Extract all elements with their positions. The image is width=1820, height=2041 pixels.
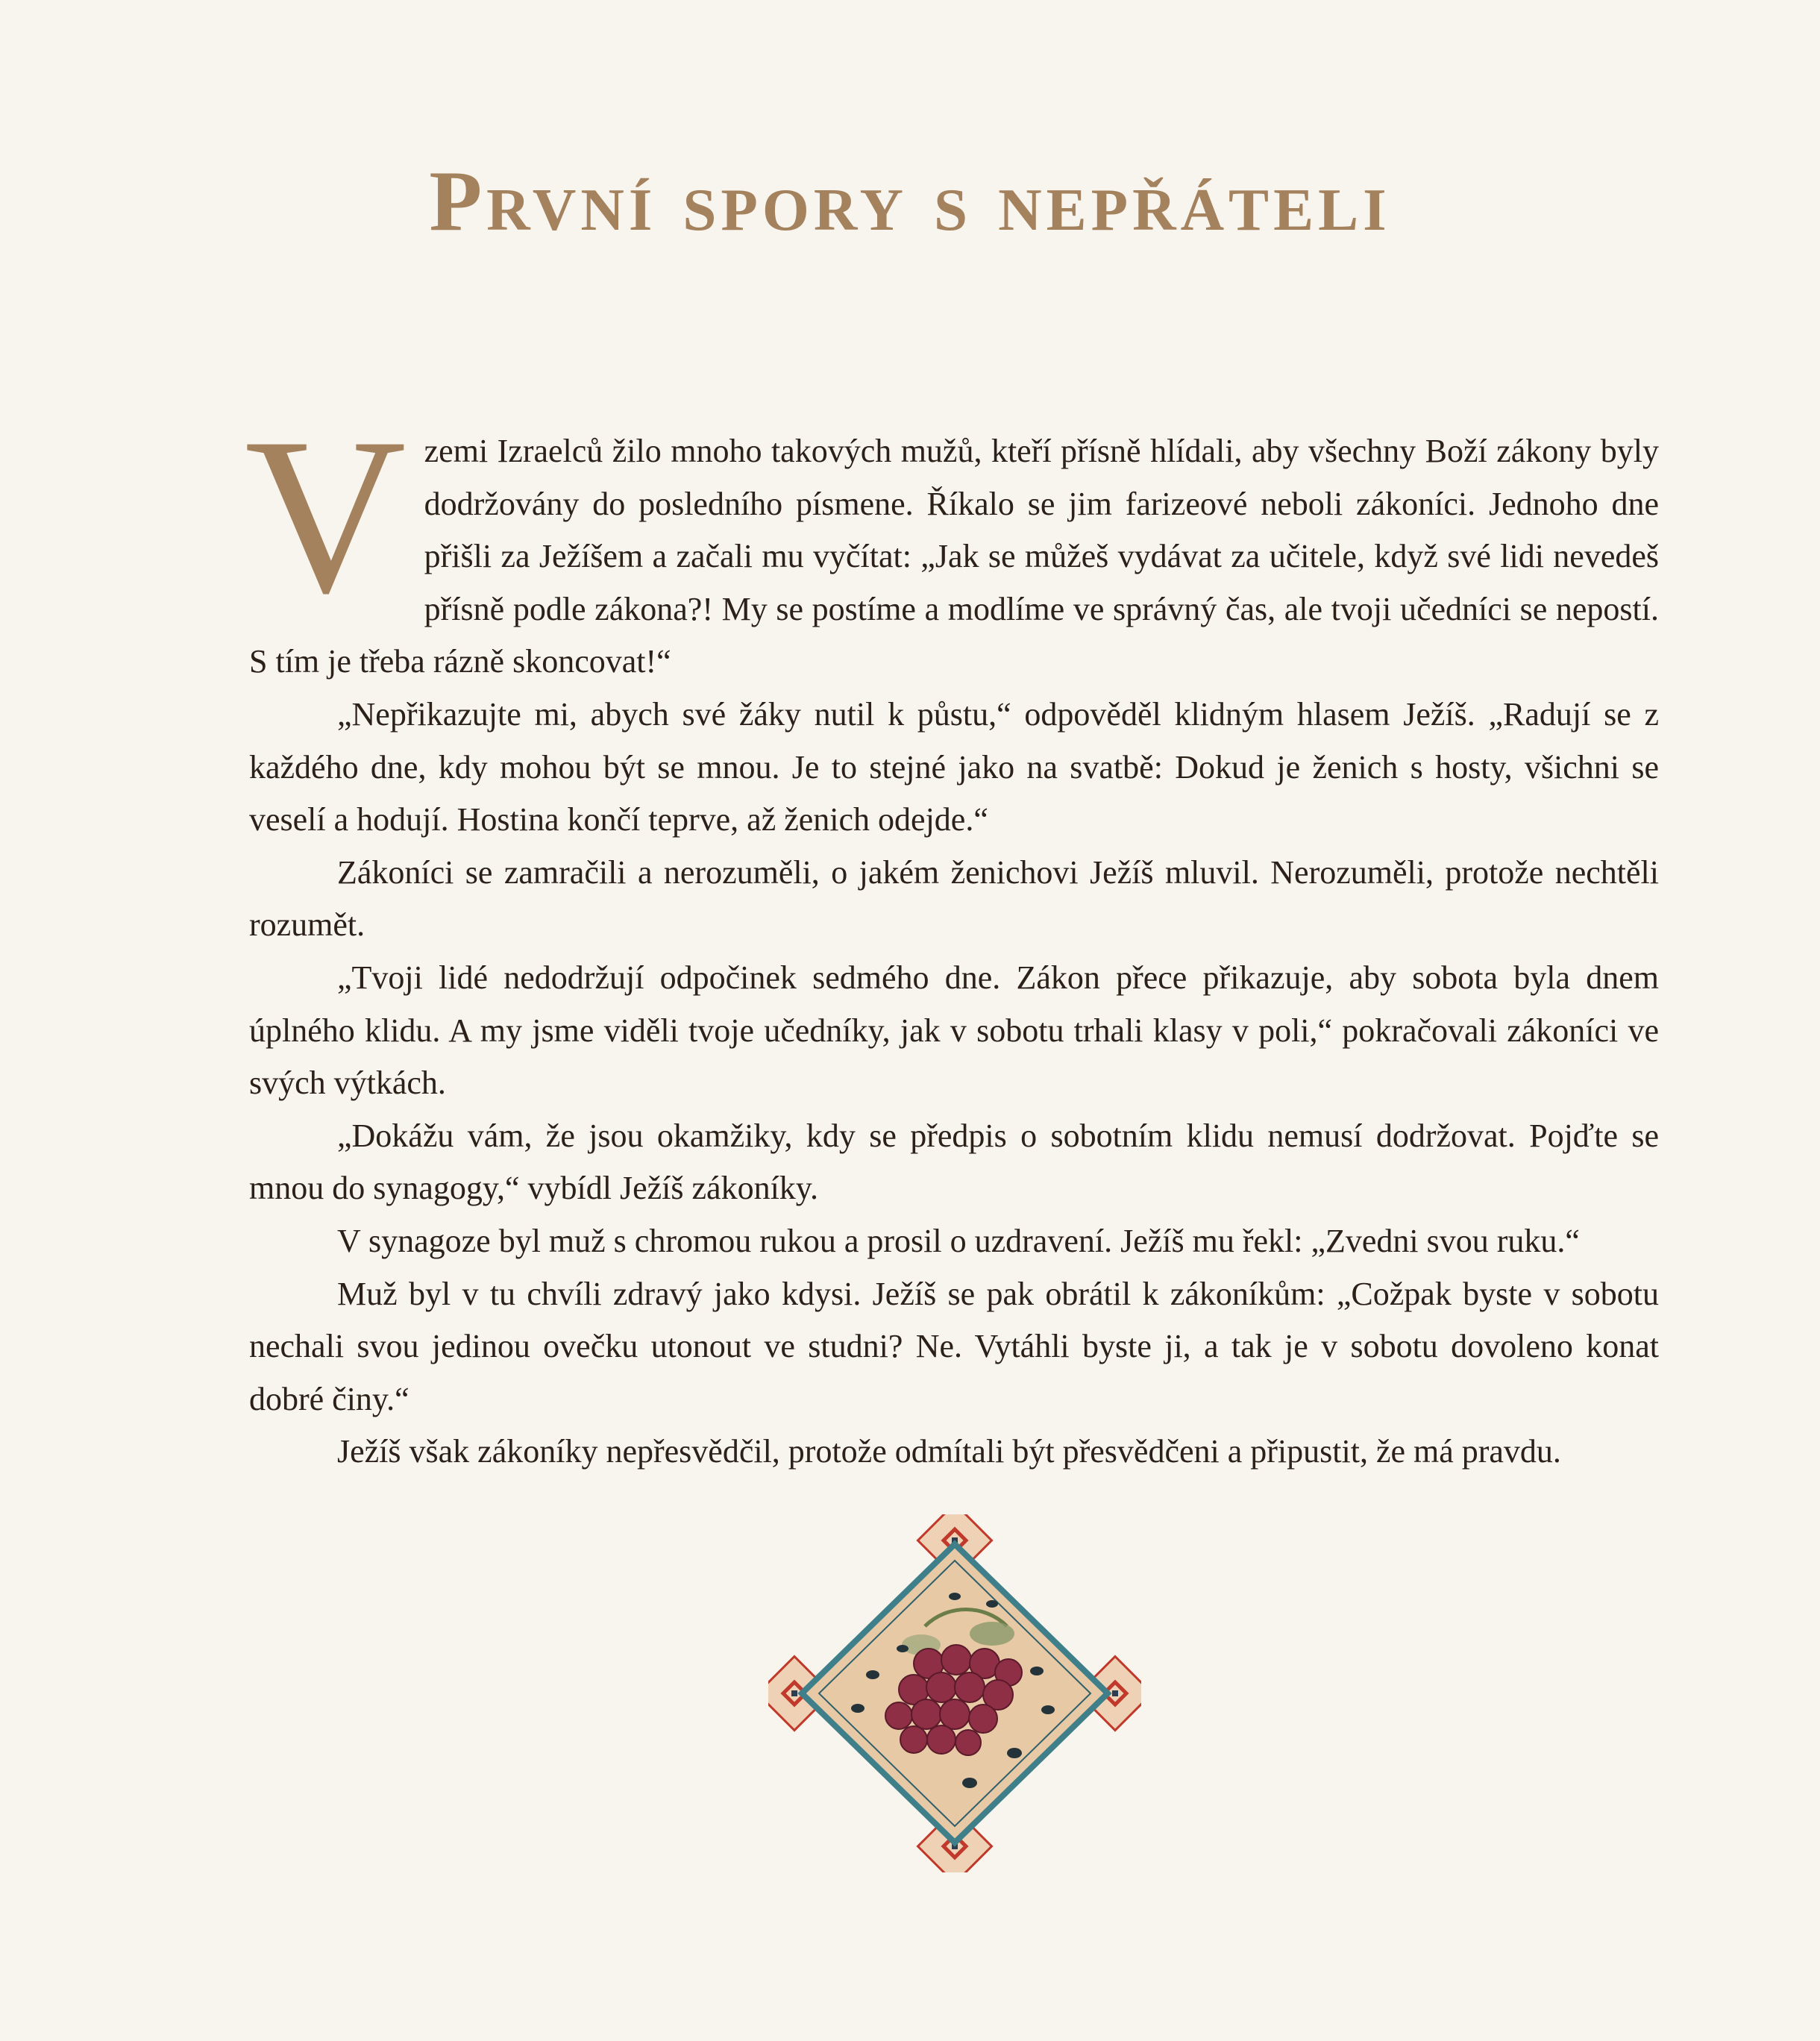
page-title: První spory s nepřáteli xyxy=(429,154,1391,249)
story-text xyxy=(245,392,1659,1479)
drop-cap: V xyxy=(245,392,407,639)
paragraph-8: Ježíš však zákoníky nepřesvědčil, protože odmítali být přesvědčeni a připustit, že má pravdu. xyxy=(337,1433,1561,1470)
paragraph-2: „Nepřikazujte mi, abych své žáky nutil k půstu,“ odpověděl klidným hlasem Ježíš. „Radují se z každého dne, kdy mohou být se mnou. Je to stejné jako na svatbě: Dokud je ženich s hosty, všichni se veselí a hodují. Hostina končí teprve, až ženich odejde.“ xyxy=(249,695,1659,838)
paragraph-5: „Dokážu vám, že jsou okamžiky, kdy se předpis o sobotním klidu nemusí dodržovat. Pojďte se mnou do synagogy,“ vybídl Ježíš zákoníky. xyxy=(249,1117,1659,1207)
paragraph-1 xyxy=(245,392,1659,689)
paragraph-6: V synagoze byl muž s chromou rukou a prosil o uzdravení. Ježíš mu řekl: „Zvedni svou ruku.“ xyxy=(337,1222,1580,1259)
paragraph-7: Muž byl v tu chvíli zdravý jako kdysi. Ježíš se pak obrátil k zákoníkům: „Cožpak byste v sobotu nechali svou jedinou ovečku utonout ve studni? Ne. Vytáhli byste ji, a tak je v sobotu dovoleno konat dobré činy.“ xyxy=(249,1275,1659,1417)
paragraph-3: Zákoníci se zamračili a nerozuměli, o jakém ženichovi Ježíš mluvil. Nerozuměli, protože nechtěli rozumět. xyxy=(249,853,1659,944)
paragraph-4: „Tvoji lidé nedodržují odpočinek sedmého dne. Zákon přece přikazuje, aby sobota byla dnem úplného klidu. A my jsme viděli tvoje učedníky, jak v sobotu trhali klasy v poli,“ pokračovali zákoníci ve svých výtkách. xyxy=(249,959,1659,1102)
paragraph-1-text: zemi Izraelců žilo mnoho takových mužů, kteří přísně hlídali, aby všechny Boží zákony byly dodržovány do posledního písmene. Říkalo se jim farizeové neboli zákoníci. Jednoho dne přišli za Ježíšem a začali mu vyčítat: „Jak se můžeš vydávat za učitele, když své lidi nevedeš přísně podle zákona?! My se postíme a modlíme ve správný čas, ale tvoji učedníci se nepostí. S tím je třeba rázně skoncovat!“ xyxy=(249,433,1659,680)
grapes-diamond-ornament-icon xyxy=(768,1514,1141,1872)
